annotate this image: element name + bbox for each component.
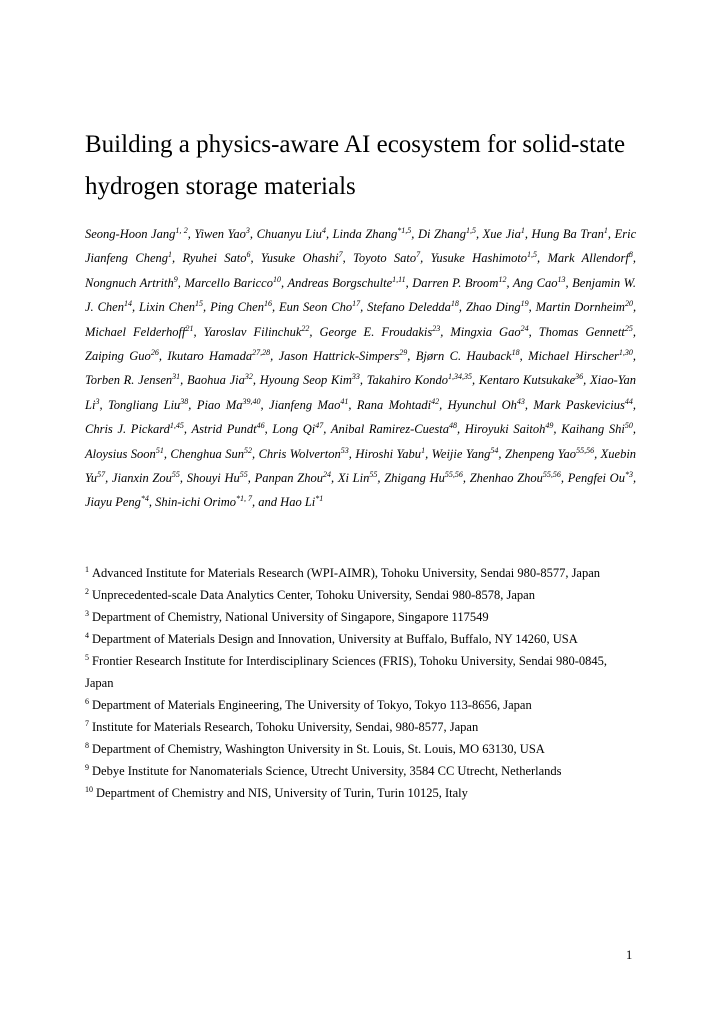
author-affiliation-mark: 33 (351, 372, 360, 382)
author-affiliation-mark: 32 (244, 372, 253, 382)
author-affiliation-mark: 24 (322, 469, 331, 479)
author-name: Mingxia Gao (450, 324, 521, 339)
author (85, 447, 164, 461)
author-name: Takahiro Kondo (366, 373, 448, 388)
author (184, 276, 281, 290)
author-name: Di Zhang (417, 227, 466, 241)
author-name: Jianfeng Mao (269, 397, 341, 412)
author-name: Hyunchul Oh (447, 397, 517, 412)
author (85, 373, 180, 387)
author-name: Eric Jianfeng Cheng (85, 227, 637, 266)
affiliation-item (85, 738, 638, 760)
author (483, 227, 525, 241)
author-affiliation-mark: 55 (369, 469, 378, 479)
author-affiliation-mark: 24 (520, 323, 529, 333)
affiliation-text: Institute for Materials Research, Tohoku University, Sendai, 980-8577, Japan (92, 720, 479, 734)
author (139, 300, 203, 314)
author-affiliation-mark: 27,28 (252, 347, 271, 357)
author-affiliation-mark: 26 (150, 347, 159, 357)
author (112, 471, 180, 485)
author (353, 251, 420, 265)
affiliation-number: 3 (85, 608, 89, 618)
author-name: Jianxin Zou (111, 471, 172, 486)
affiliation-item (85, 694, 638, 716)
author-name: Hao Li (280, 495, 316, 510)
author-affiliation-mark: 18 (511, 347, 520, 357)
author-name: Zhenpeng Yao (505, 446, 577, 461)
author (418, 227, 476, 241)
affiliation-text: Debye Institute for Nanomaterials Science, Utrecht University, 3584 CC Utrecht, Netherlands (92, 764, 562, 778)
author-name: Tongliang Liu (107, 397, 181, 412)
author (192, 422, 265, 436)
affiliation-number: 9 (85, 762, 89, 772)
author-affiliation-mark: 1,30 (618, 347, 633, 357)
author-name: Yaroslav Filinchuk (203, 324, 302, 339)
author-name: Chuanyu Liu (256, 227, 322, 241)
author-name: Eun Seon Cho (279, 300, 353, 315)
author-affiliation-mark: *4 (140, 494, 149, 504)
author-affiliation-mark: 15 (195, 299, 204, 309)
author-affiliation-mark: 31 (172, 372, 181, 382)
author-affiliation-mark: 16 (263, 299, 272, 309)
author-affiliation-mark: 29 (399, 347, 408, 357)
author (470, 471, 561, 485)
affiliation-item (85, 606, 638, 628)
author (536, 300, 633, 314)
author-name: Hiroshi Yabu (355, 446, 422, 461)
author (384, 471, 463, 485)
author-name: Xi Lin (337, 471, 370, 486)
author-affiliation-mark: 1,45 (169, 421, 184, 431)
author-affiliation-mark: *1 (315, 494, 324, 504)
author-name: Linda Zhang (332, 227, 398, 241)
author-affiliation-mark: 55,56 (444, 469, 463, 479)
author-affiliation-mark: 19 (520, 299, 529, 309)
author-name: Zhao Ding (465, 300, 521, 315)
affiliation-number: 8 (85, 740, 89, 750)
author (466, 300, 529, 314)
author-name: Long Qi (272, 422, 316, 437)
affiliation-item (85, 562, 638, 584)
author-affiliation-mark: 1,34,35 (447, 372, 472, 382)
author-affiliation-mark: *1, 7 (236, 494, 253, 504)
author-affiliation-mark: 9 (173, 274, 178, 284)
author-affiliation-mark: 13 (557, 274, 566, 284)
author-name: Anibal Ramirez-Cuesta (330, 422, 449, 437)
author (85, 325, 194, 339)
affiliation-number: 2 (85, 586, 89, 596)
author-name: Ikutaro Hamada (167, 349, 253, 364)
author (269, 398, 348, 412)
author (465, 422, 554, 436)
author-affiliation-mark: 20 (624, 299, 633, 309)
author-name: Seong-Hoon Jang (85, 227, 176, 241)
author-affiliation-mark: 57 (97, 469, 106, 479)
author (85, 422, 184, 436)
author-name: Ang Cao (512, 275, 558, 290)
author-name: Yusuke Ohashi (260, 251, 339, 266)
author (505, 447, 594, 461)
author-name: Darren P. Broom (412, 275, 499, 290)
author-affiliation-mark: 10 (272, 274, 281, 284)
author (448, 398, 525, 412)
author-name: Kentaro Kutsukake (478, 373, 576, 388)
author (367, 300, 459, 314)
author (261, 251, 343, 265)
author-affiliation-mark: 1,11 (392, 274, 406, 284)
affiliation-number: 6 (85, 696, 89, 706)
author (85, 227, 188, 241)
affiliation-number: 10 (85, 784, 93, 794)
author-name: Shin-ichi Orimo (155, 495, 237, 510)
author-name: Martin Dornheim (535, 300, 625, 315)
author (355, 447, 425, 461)
author (533, 398, 632, 412)
author-name: Zhenhao Zhou (469, 471, 543, 486)
author (204, 325, 310, 339)
author-affiliation-mark: 42 (431, 396, 440, 406)
author (167, 349, 270, 363)
author-affiliation-mark: 4 (321, 225, 326, 235)
author (568, 471, 633, 485)
author-list: Seong-Hoon Jang$^{1, 2}$, Yiwen Yao$^3$, Chuanyu Liu$^4$, Linda Zhang$^{*1,5}$, Di Zhang$^{1,5}$, Xue Jia$^1$, Hung Ba Tran$^1$, Eric Jianfeng Cheng$^1$, Ryuhei Sato$^6$, Yusuke Ohashi$^7$, Toyoto Sato$^7$, Yusuke Hashimoto$^{1,5}$, Mark Allendorf$^8$, Nongnuch Artrith$^9$, Marcello Baricco$^{10}$, Andreas Borgschulte$^{1,11}$, Darren P. Broom$^{12}$, Ang Cao$^{13}$, Benjamin W. J. Chen$^{14}$, Lixin Chen$^{15}$, Ping Chen$^{16}$, Eun Seon Cho$^{17}$, Stefano Deledda$^{18}$, Zhao Ding$^{19}$, Martin Dornheim$^{20}$, Michael Felderhoff$^{21}$, Yaroslav Filinchuk$^{22}$, George E. Froudakis$^{23}$, Mingxia Gao$^{24}$, Thomas Gennett$^{25}$, Zaiping Guo$^{26}$, Ikutaro Hamada$^{27,28}$, Jason Hattrick-Simpers$^{29}$, Bjørn C. Hauback$^{18}$, Michael Hirscher$^{1,30}$, Torben R. Jensen$^{31}$, Baohua Jia$^{32}$, Hyoung Seop Kim$^{33}$, Takahiro Kondo$^{1,34,35}$, Kentaro Kutsukake$^{36}$, Xiao-Yan Li$^3$, Tongliang Liu$^{38}$, Piao Ma$^{39,40}$, Jianfeng Mao$^{41}$, Rana Mohtadi$^{42}$, Hyunchul Oh$^{43}$, Mark Paskevicius$^{44}$, Chris J. Pickard$^{1,45}$, Astrid Pundt$^{46}$, Long Qi$^{47}$, Anibal Ramirez-Cuesta$^{48}$, Hiroyuki Saitoh$^{49}$, Kaihang Shi$^{50}$, Aloysius Soon$^{51}$, Chenghua Sun$^{52}$, Chris Wolverton$^{53}$, Hiroshi Yabu$^1$, Weijie Yang$^{54}$, Zhenpeng Yao$^{55,56}$, Xuebin Yu$^{57}$, Jianxin Zou$^{55}$, Shouyi Hu$^{55}$, Panpan Zhou$^{24}$, Xi Lin$^{55}$, Zhigang Hu$^{55,56}$, Zhenhao Zhou$^{55,56}$, Pengfei Ou$^{*3}$, Jiayu Peng$^{*4}$, Shin-ichi Orimo$^{*1, 7}$, and Hao Li$^{*1}$ (85, 225, 637, 510)
author-name: Chenghua Sun (170, 446, 244, 461)
author (279, 349, 408, 363)
author-affiliation-mark: 38 (180, 396, 189, 406)
author-name: Jiayu Peng (85, 495, 141, 510)
author-name: Piao Ma (196, 397, 243, 412)
author-affiliation-mark: 36 (575, 372, 584, 382)
affiliation-item (85, 584, 638, 606)
author (197, 398, 261, 412)
author (333, 227, 412, 241)
author-name: Chris Wolverton (258, 446, 341, 461)
author-affiliation-mark: 14 (123, 299, 132, 309)
author-affiliation-mark: 1, 2 (175, 225, 188, 235)
author-affiliation-mark: 6 (246, 250, 251, 260)
author-affiliation-mark: 52 (243, 445, 252, 455)
author-affiliation-mark: 1 (168, 250, 172, 260)
author-name: Astrid Pundt (191, 422, 257, 437)
affiliation-number: 7 (85, 718, 89, 728)
author-name: Marcello Baricco (184, 275, 273, 290)
author (547, 251, 632, 265)
author (528, 349, 633, 363)
author-affiliation-mark: 43 (516, 396, 525, 406)
author (450, 325, 528, 339)
author-name: Ping Chen (210, 300, 264, 315)
author (194, 227, 249, 241)
author-name: Benjamin W. J. Chen (85, 275, 637, 315)
author-name: Ryuhei Sato (182, 251, 247, 266)
author-name: Shouyi Hu (186, 471, 240, 486)
affiliation-item (85, 760, 638, 782)
author-name: Hyoung Seop Kim (259, 373, 352, 388)
author-name: Chris J. Pickard (85, 422, 170, 437)
author (532, 227, 608, 241)
author-name: Lixin Chen (139, 300, 196, 315)
affiliation-item (85, 716, 638, 738)
affiliation-list (85, 562, 638, 804)
author (257, 227, 326, 241)
author (182, 251, 250, 265)
affiliation-text: Department of Chemistry and NIS, University of Turin, Turin 10125, Italy (96, 786, 468, 800)
author (260, 373, 360, 387)
author-name: Michael Hirscher (528, 349, 619, 364)
author (272, 422, 323, 436)
author-name: Nongnuch Artrith (85, 275, 174, 290)
author-name: Stefano Deledda (367, 300, 451, 315)
author (432, 447, 499, 461)
affiliation-number: 1 (85, 564, 89, 574)
author-name: Yiwen Yao (194, 227, 246, 241)
author-affiliation-mark: 44 (624, 396, 633, 406)
author-name: Andreas Borgschulte (287, 275, 393, 290)
author (287, 276, 405, 290)
author-affiliation-mark: 39,40 (242, 396, 261, 406)
author-affiliation-mark: 51 (155, 445, 164, 455)
author-affiliation-mark: 46 (256, 421, 265, 431)
author-name: Mark Paskevicius (533, 397, 625, 412)
affiliation-text: Department of Chemistry, Washington University in St. Louis, St. Louis, MO 63130, USA (92, 742, 545, 756)
author (187, 471, 248, 485)
author (210, 300, 272, 314)
author-name: Pengfei Ou (567, 471, 625, 486)
affiliation-item (85, 628, 638, 650)
page-number: 1 (626, 948, 633, 962)
affiliation-text: Advanced Institute for Materials Research (WPI-AIMR), Tohoku University, Sendai 980-8577, Japan (92, 566, 601, 580)
author-name: Mark Allendorf (547, 251, 629, 266)
author-affiliation-mark: 1 (520, 225, 525, 235)
author-affiliation-mark: 48 (448, 421, 457, 431)
author (431, 251, 537, 265)
author-affiliation-mark: *1,5 (397, 225, 412, 235)
author (85, 349, 159, 363)
author-affiliation-mark: 17 (352, 299, 361, 309)
author-affiliation-mark: 1 (603, 225, 608, 235)
author-affiliation-mark: 53 (340, 445, 349, 455)
affiliation-text: Frontier Research Institute for Interdisciplinary Sciences (FRIS), Tohoku University, Sendai 980-0845, Japan (85, 654, 607, 690)
author (367, 373, 472, 387)
author (513, 276, 566, 290)
author-name: George E. Froudakis (319, 324, 433, 339)
author-affiliation-mark: 18 (450, 299, 459, 309)
author (412, 276, 506, 290)
author (561, 422, 633, 436)
author-name: Zaiping Guo (85, 349, 151, 364)
author-name: Aloysius Soon (85, 446, 156, 461)
author-affiliation-mark: 23 (432, 323, 441, 333)
author-name: Xiao-Yan Li (85, 373, 637, 412)
author-name: Rana Mohtadi (356, 397, 432, 412)
author-affiliation-mark: 54 (490, 445, 499, 455)
author-affiliation-mark: 55,56 (542, 469, 561, 479)
author-name: Bjørn C. Hauback (415, 349, 512, 364)
author-affiliation-mark: 47 (315, 421, 324, 431)
affiliation-text: Department of Materials Engineering, The University of Tokyo, Tokyo 113-8656, Japan (92, 698, 532, 712)
author (279, 300, 360, 314)
author-affiliation-mark: 8 (628, 250, 633, 260)
author-name: Panpan Zhou (254, 471, 323, 486)
author-affiliation-mark: 7 (338, 250, 343, 260)
author (170, 447, 252, 461)
author-affiliation-mark: 3 (95, 396, 100, 406)
author-name: Thomas Gennett (538, 324, 625, 339)
author-conjunction: and (258, 495, 278, 510)
author-affiliation-mark: 1,5 (465, 225, 476, 235)
author (187, 373, 253, 387)
author-name: Baohua Jia (187, 373, 245, 388)
affiliation-number: 4 (85, 630, 89, 640)
author (479, 373, 583, 387)
author-name: Michael Felderhoff (85, 324, 186, 339)
affiliation-text: Department of Materials Design and Innovation, University at Buffalo, Buffalo, NY 14260, USA (92, 632, 578, 646)
author-affiliation-mark: 1,5 (527, 250, 538, 260)
author-name: Hiroyuki Saitoh (464, 422, 546, 437)
author-affiliation-mark: 50 (624, 421, 633, 431)
author (155, 495, 252, 509)
author (338, 471, 378, 485)
author-name: Xue Jia (482, 227, 521, 241)
affiliation-number: 5 (85, 652, 89, 662)
affiliation-item (85, 782, 638, 804)
author-affiliation-mark: *3 (624, 469, 633, 479)
author-name: Jason Hattrick-Simpers (278, 349, 400, 364)
author-affiliation-mark: 55,56 (576, 445, 595, 455)
author-affiliation-mark: 25 (624, 323, 633, 333)
author-name: Xuebin Yu (85, 446, 637, 486)
author-affiliation-mark: 55 (239, 469, 248, 479)
paper-title: Building a physics-aware AI ecosystem for solid-state hydrogen storage materials (85, 131, 626, 200)
affiliation-item (85, 650, 638, 694)
author (108, 398, 188, 412)
author-name: Yusuke Hashimoto (430, 251, 528, 266)
author (416, 349, 520, 363)
author-name: Hung Ba Tran (531, 227, 604, 241)
author-affiliation-mark: 22 (301, 323, 310, 333)
author (539, 325, 633, 339)
author (280, 495, 323, 509)
author (255, 471, 331, 485)
author (259, 447, 349, 461)
author-affiliation-mark: 55 (171, 469, 180, 479)
affiliation-text: Department of Chemistry, National University of Singapore, Singapore 117549 (92, 610, 489, 624)
author (331, 422, 457, 436)
author-affiliation-mark: 1 (421, 445, 426, 455)
author-affiliation-mark: 49 (545, 421, 554, 431)
author-affiliation-mark: 3 (245, 225, 250, 235)
author (357, 398, 439, 412)
author-name: Torben R. Jensen (85, 373, 173, 388)
author-affiliation-mark: 41 (340, 396, 349, 406)
author (320, 325, 441, 339)
author-name: Toyoto Sato (353, 251, 417, 266)
author (85, 276, 178, 290)
author-name: Kaihang Shi (561, 422, 625, 437)
author-name: Weijie Yang (431, 446, 491, 461)
author-affiliation-mark: 12 (498, 274, 507, 284)
affiliation-text: Unprecedented-scale Data Analytics Center, Tohoku University, Sendai 980-8578, Japan (92, 588, 535, 602)
author (85, 495, 149, 509)
author-name: Zhigang Hu (384, 471, 445, 486)
author-affiliation-mark: 21 (185, 323, 194, 333)
author-affiliation-mark: 7 (416, 250, 421, 260)
